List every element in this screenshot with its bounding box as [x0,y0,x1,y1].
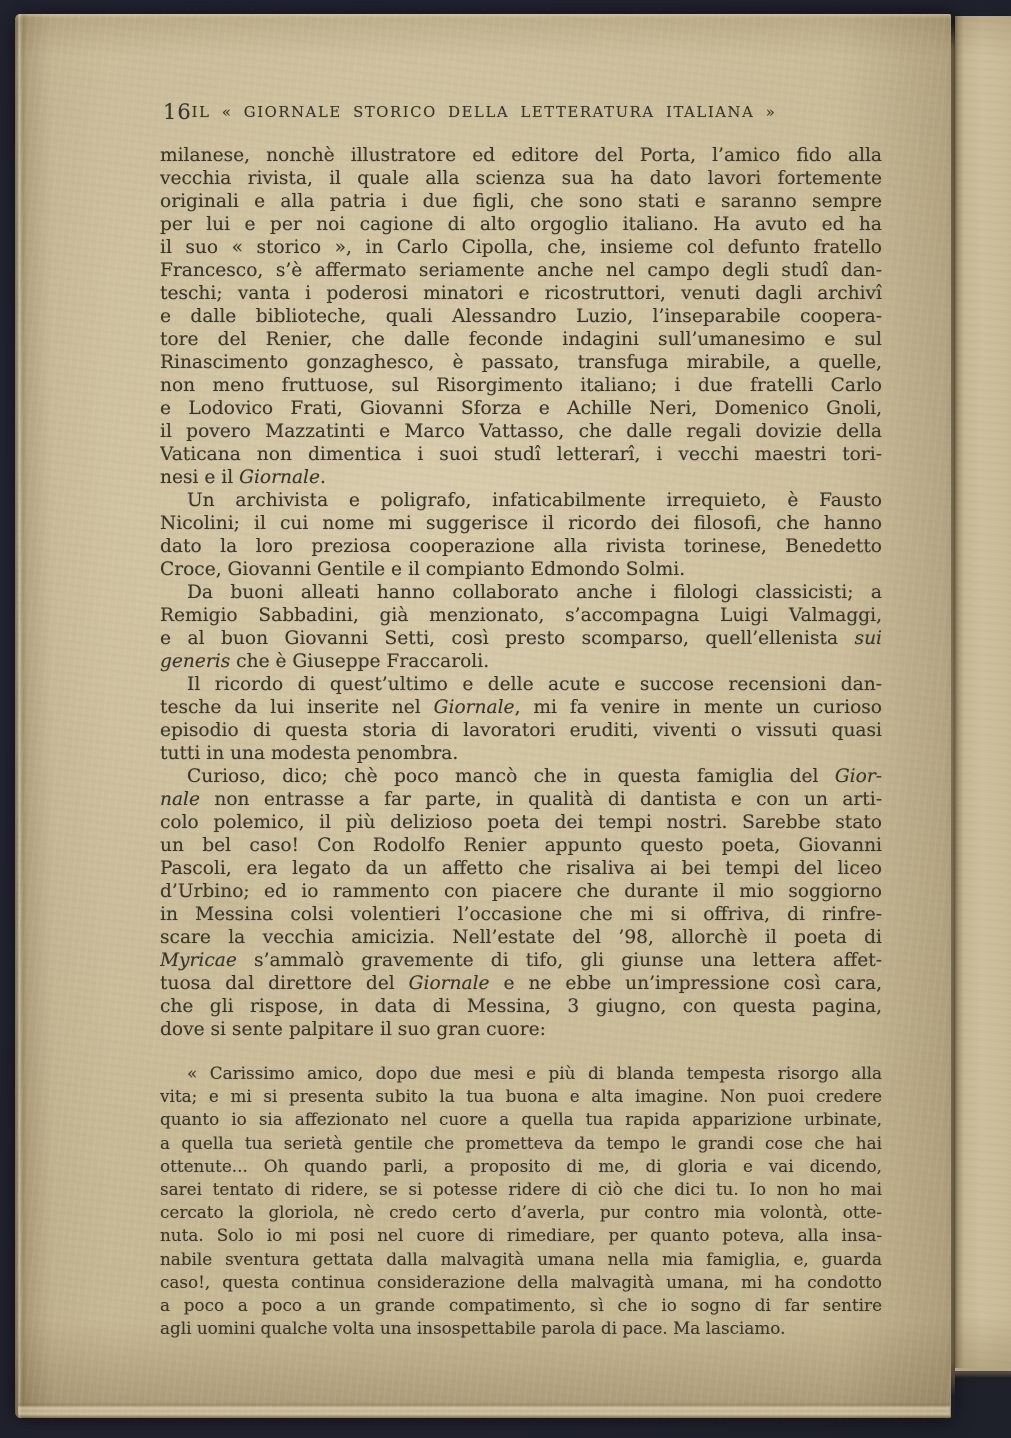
text-line: Croce, Giovanni Gentile e il compianto Edmondo Solmi. [160,559,686,580]
page-content [160,100,882,1340]
text-line: agli uomini qualche volta una insospettabile parola di pace. Ma lasciamo. [160,1318,786,1339]
text-line: per lui e per noi cagione di alto orgoglio italiano. Ha avuto ed ha [160,214,882,235]
text-line: il povero Mazzatinti e Marco Vattasso, che dalle regali dovizie della [160,421,882,442]
text-line: Rinascimento gonzaghesco, è passato, transfuga mirabile, a quelle, [160,352,882,373]
text-line: Vaticana non dimentica i suoi studî letterarî, i vecchi maestri tori- [160,444,882,465]
text-line: sarei tentato di ridere, se si potesse ridere di ciò che dici tu. Io non ho mai [160,1178,882,1199]
text-line: milanese, nonchè illustratore ed editore del Porta, l’amico fido alla [160,145,882,166]
text-line: in Messina colsi volentieri l’occasione che mi si offriva, di rinfre- [160,904,882,925]
book-page [15,14,951,1418]
text-line: scare la vecchia amicizia. Nell’estate del ’98, allorchè il poeta di [160,927,882,948]
text-line: quanto io sia affezionato nel cuore a quella tua rapida apparizione urbinate, [160,1109,882,1130]
paragraph [160,765,882,1041]
text-line: dove si sente palpitare il suo gran cuore: [160,1019,546,1040]
text-line: Francesco, s’è affermato seriamente anche nel campo degli studî dan- [160,260,882,281]
page-number: 16 [163,100,192,124]
text-line: a poco a poco a un grande compatimento, sì che io sogno di far sentire [160,1294,882,1315]
text-line: tutti in una modesta penombra. [160,743,459,764]
text-line: vita; e mi si presenta subito la tua buona e alta imagine. Non puoi credere [160,1086,882,1107]
text-line: caso!, questa continua considerazione della malvagità umana, mi ha condotto [160,1271,882,1292]
text-line: nale non entrasse a far parte, in qualità di dantista e con un arti- [160,789,882,810]
text-line: Il ricordo di quest’ultimo e delle acute e succose recensioni dan- [187,674,882,695]
text-line: Un archivista e poligrafo, infaticabilmente irrequieto, è Fausto [187,490,882,511]
paragraph [160,673,882,765]
text-line: e dalle biblioteche, quali Alessandro Luzio, l’inseparabile coopera- [160,306,882,327]
paragraph [160,581,882,673]
text-line: Nicolini; il cui nome mi suggerisce il ricordo dei filosofi, che hanno [160,513,882,534]
text-line: il suo « storico », in Carlo Cipolla, che, insieme col defunto fratello [160,237,882,258]
text-line: « Carissimo amico, dopo due mesi e più di blanda tempesta risorgo alla [187,1063,882,1083]
next-page-edge [955,16,1011,1368]
text-line: dato la loro preziosa cooperazione alla rivista torinese, Benedetto [160,536,882,557]
text-line: nuta. Solo io mi posi nel cuore di rimediare, per quanto poteva, alla insa- [160,1225,882,1246]
text-line: d’Urbino; ed io rammento con piacere che durante il mio soggiorno [160,881,882,902]
text-line: e al buon Giovanni Setti, così presto scomparso, quell’ellenista sui [160,628,882,649]
page-header [160,100,882,124]
letter-excerpt [160,1062,882,1340]
text-line: tore del Renier, che dalle feconde indagini sull’umanesimo e sul [160,329,882,350]
text-line: nesi e il Giornale. [160,467,326,488]
body-text [160,144,882,1041]
text-line: tuosa dal direttore del Giornale e ne ebbe un’impressione così cara, [160,973,882,994]
text-line: nabile sventura gettata dalla malvagità umana nella mia famiglia, e, guarda [160,1248,882,1269]
text-line: teschi; vanta i poderosi minatori e ricostruttori, venuti dagli archivî [160,283,882,304]
text-line: ottenute... Oh quando parli, a proposito di me, di gloria e vai dicendo, [160,1155,882,1176]
text-line: tesche da lui inserite nel Giornale, mi fa venire in mente un curioso [160,697,882,718]
paragraph [160,489,882,581]
text-line: che gli rispose, in data di Messina, 3 giugno, con questa pagina, [160,996,882,1017]
text-line: vecchia rivista, il quale alla scienza sua ha dato lavori fortemente [160,168,882,189]
paragraph [160,144,882,489]
text-line: Da buoni alleati hanno collaborato anche i filologi classicisti; a [187,582,882,603]
text-line: originali e alla patria i due figli, che sono stati e saranno sempre [160,191,882,212]
text-line: e Lodovico Frati, Giovanni Sforza e Achille Neri, Domenico Gnoli, [160,398,882,419]
text-line: un bel caso! Con Rodolfo Renier appunto questo poeta, Giovanni [160,835,882,856]
running-title: IL « GIORNALE STORICO DELLA LETTERATURA ITALIANA » [191,104,777,121]
text-line: colo polemico, il più delizioso poeta dei tempi nostri. Sarebbe stato [160,812,882,833]
text-line: Myricae s’ammalò gravemente di tifo, gli giunse una lettera affet- [160,950,882,971]
text-line: generis che è Giuseppe Fraccaroli. [160,651,490,672]
text-line: Curioso, dico; chè poco mancò che in questa famiglia del Gior- [187,766,882,787]
text-line: Pascoli, era legato da un affetto che risaliva ai bei tempi del liceo [160,858,882,879]
text-line: a quella tua serietà gentile che prometteva da tempo le grandi cose che hai [160,1132,882,1153]
paragraph [160,1062,882,1340]
text-line: episodio di questa storia di lavoratori eruditi, viventi o vissuti quasi [160,720,882,741]
text-line: non meno fruttuose, sul Risorgimento italiano; i due fratelli Carlo [160,375,882,396]
text-line: Remigio Sabbadini, già menzionato, s’accompagna Luigi Valmaggi, [160,605,882,626]
text-line: cercato la gloriola, nè credo certo d’averla, pur contro mia volontà, otte- [160,1202,882,1223]
